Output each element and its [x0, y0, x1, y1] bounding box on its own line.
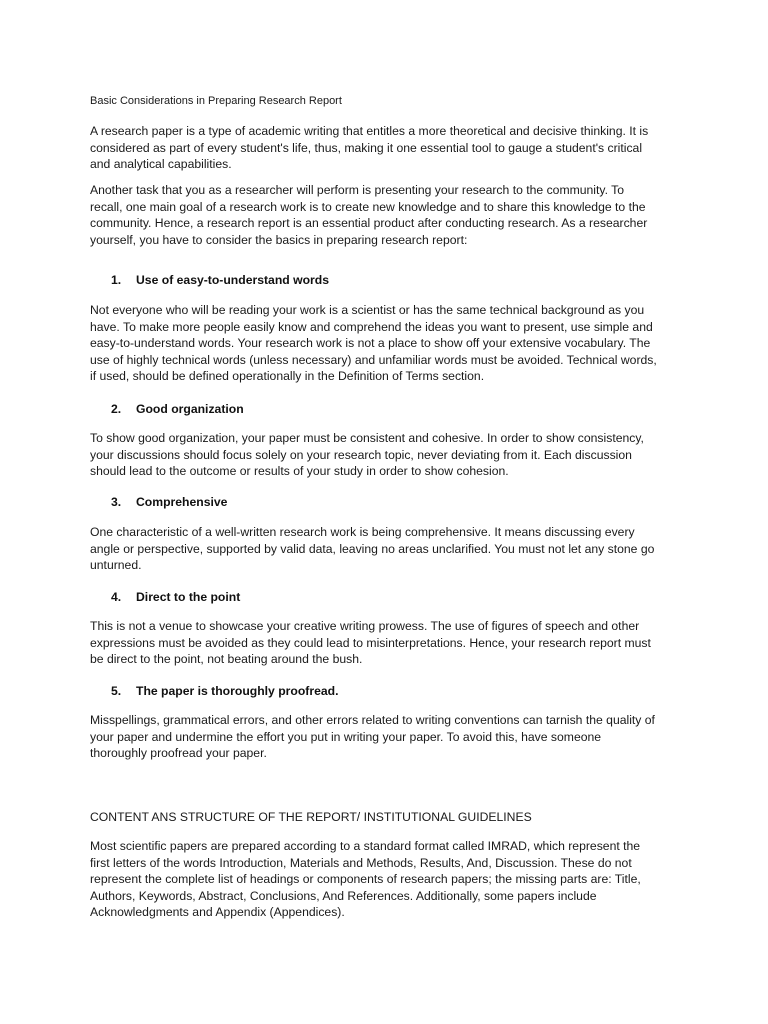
paragraph-line: This is not a venue to showcase your creative writing prowess. The use of figures of speech and other — [90, 619, 640, 633]
consideration-heading — [111, 683, 671, 699]
content-paragraph — [90, 838, 690, 921]
heading-text: Comprehensive — [136, 495, 228, 509]
paragraph-line: A research paper is a type of academic writing that entitles a more theoretical and decisive thinking. It is — [90, 124, 649, 138]
paragraph-line: recall, one main goal of a research work is to create new knowledge and to share this knowledge to the — [90, 199, 646, 214]
paragraph-line: One characteristic of a well-written research work is being comprehensive. It means discussing every — [90, 525, 635, 539]
document-title: Basic Considerations in Preparing Research Report — [90, 95, 342, 107]
paragraph-line: Most scientific papers are prepared according to a standard format called IMRAD, which represent the — [90, 839, 641, 853]
paragraph-line: thoroughly proofread your paper. — [90, 746, 267, 760]
paragraph-line: Another task that you as a researcher will perform is presenting your research to the community. To — [90, 183, 625, 197]
paragraph-line: your paper and undermine the effort you put in writing your paper. To avoid this, have someone — [90, 729, 602, 744]
list-number: 5. — [111, 684, 122, 698]
paragraph-line: Not everyone who will be reading your work is a scientist or has the same technical background as you — [90, 303, 645, 317]
consideration-heading — [111, 494, 671, 510]
paragraph-line: and analytical capabilities. — [90, 157, 232, 171]
paragraph-line: be direct to the point, not beating around the bush. — [90, 652, 363, 666]
paragraph-line: easy-to-understand words. Your research work is not a place to show off your extensive vocabulary. The — [90, 336, 651, 350]
intro-paragraph — [90, 123, 690, 173]
paragraph-line: represent the complete list of headings or components of research papers; the missing parts are: Title, — [90, 872, 641, 886]
section-title: CONTENT ANS STRUCTURE OF THE REPORT/ INSTITUTIONAL GUIDELINES — [90, 810, 532, 824]
paragraph-line: use of highly technical words (unless necessary) and unfamiliar words must be avoided. Technical words, — [90, 352, 657, 367]
paragraph-line: Authors, Keywords, Abstract, Conclusions, And References. Additionally, some papers include — [90, 888, 597, 903]
consideration-heading — [111, 272, 671, 288]
consideration-heading — [111, 589, 671, 605]
paragraph-line: have. To make more people easily know and comprehend the ideas you want to present, use simple and — [90, 319, 653, 334]
paragraph-line: unturned. — [90, 558, 142, 572]
consideration-paragraph — [90, 712, 690, 762]
paragraph-line: To show good organization, your paper must be consistent and cohesive. In order to show consistency, — [90, 431, 644, 445]
paragraph-line: should lead to the outcome or results of your study in order to show cohesion. — [90, 464, 509, 478]
paragraph-line: if used, should be defined operationally in the Definition of Terms section. — [90, 369, 485, 383]
paragraph-line: community. Hence, a research report is an essential product after conducting research. As a researcher — [90, 216, 648, 230]
list-number: 2. — [111, 402, 122, 416]
intro-paragraph — [90, 182, 690, 248]
paragraph-line: first letters of the words Introduction, Materials and Methods, Results, And, Discussion. These do not — [90, 855, 632, 870]
paragraph-line: expressions must be avoided as they could lead to misinterpretations. Hence, your research report must — [90, 635, 651, 650]
heading-text: Direct to the point — [136, 590, 241, 604]
paragraph-line: angle or perspective, supported by valid data, leaving no areas unclarified. You must not let any stone go — [90, 541, 655, 556]
paragraph-line: considered as part of every student's life, thus, making it one essential tool to gauge a student's critical — [90, 140, 643, 155]
heading-text: Good organization — [136, 402, 244, 416]
heading-text: Use of easy-to-understand words — [136, 273, 330, 287]
paragraph-line: Misspellings, grammatical errors, and other errors related to writing conventions can tarnish the quality of — [90, 713, 655, 727]
list-number: 1. — [111, 273, 122, 287]
paragraph-line: your discussions should focus solely on your research topic, never deviating from it. Each discussion — [90, 447, 632, 462]
consideration-paragraph — [90, 430, 690, 480]
heading-text: The paper is thoroughly proofread. — [136, 684, 339, 698]
consideration-paragraph — [90, 618, 690, 668]
list-number: 3. — [111, 495, 122, 509]
list-number: 4. — [111, 590, 122, 604]
paragraph-line: Acknowledgments and Appendix (Appendices). — [90, 905, 345, 919]
consideration-paragraph — [90, 524, 690, 574]
consideration-paragraph — [90, 302, 690, 385]
paragraph-line: yourself, you have to consider the basics in preparing research report: — [90, 232, 468, 247]
consideration-heading — [111, 401, 671, 417]
